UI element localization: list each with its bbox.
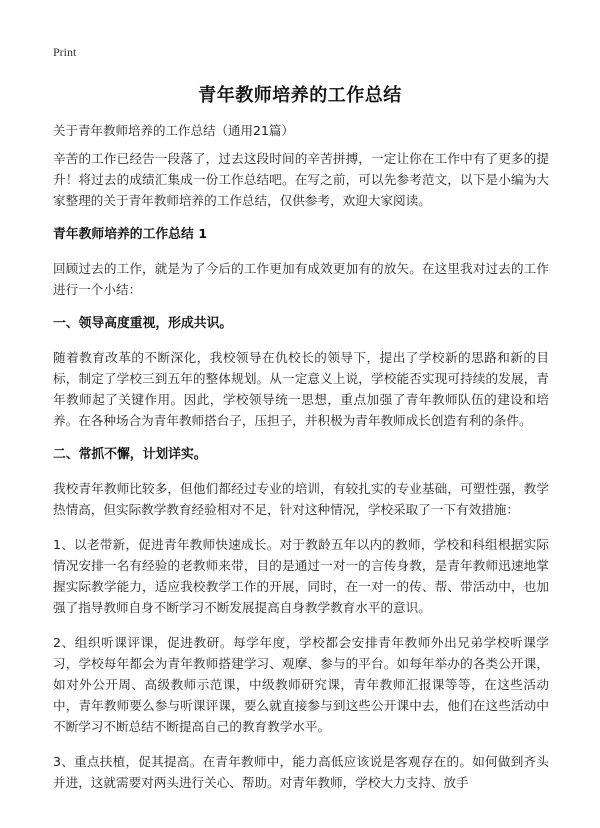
section-intro-paragraph: 回顾过去的工作，就是为了今后的工作更加有成效更加有的放矢。在这里我对过去的工作进行一个小结： <box>53 261 549 297</box>
item1-paragraph: 1、以老带新，促进青年教师快速成长。对于教龄五年以内的教师，学校和科组根据实际情况安排一名有经验的老教师来带，目的是通过一对一的言传身教，是青年教师迅速地掌握实际教学能力，适应我校教学工作的开展，同时，在一对一的传、帮、带活动中，也加强了指导教师自身不断学习不断发展提高自身教学教育水平的意识。 <box>53 537 549 615</box>
part1-paragraph: 随着教育改革的不断深化，我校领导在仇校长的领导下，提出了学校新的思路和新的目标，制定了学校三到五年的整体规划。从一定意义上说，学校能否实现可持续的发展，青年教师起了关键作用。因此，学校领导统一思想，重点加强了青年教师队伍的建设和培养。在各种场合为青年教师搭台子，压担子，并积极为青年教师成长创造有利的条件。 <box>53 350 549 428</box>
section-heading: 青年教师培养的工作总结 1 <box>53 227 208 242</box>
document-title: 青年教师培养的工作总结 <box>198 85 402 106</box>
part1-heading: 一、领导高度重视，形成共识。 <box>53 316 233 331</box>
print-link[interactable]: Print <box>53 45 77 59</box>
part2-heading: 二、常抓不懈，计划详实。 <box>53 447 207 462</box>
document-body <box>53 148 549 807</box>
document-subtitle: 关于青年教师培养的工作总结（通用21篇） <box>53 123 294 138</box>
item3-paragraph: 3、重点扶植，促其提高。在青年教师中，能力高低应该说是客观存在的。如何做到齐头并进，这就需要对两头进行关心、帮助。对青年教师，学校大力支持、放手 <box>53 754 549 790</box>
intro-paragraph: 辛苦的工作已经告一段落了，过去这段时间的辛苦拼搏，一定让你在工作中有了更多的提升！将过去的成绩汇集成一份工作总结吧。在写之前，可以先参考范文，以下是小编为大家整理的关于青年教师培养的工作总结，仅供参考，欢迎大家阅读。 <box>53 151 549 208</box>
item2-paragraph: 2、组织听课评课，促进教研。每学年度，学校都会安排青年教师外出兄弟学校听课学习，学校每年都会为青年教师搭建学习、观摩、参与的平台。如每年举办的各类公开课，如对外公开周、高级教师示范课，中级教师研究课，青年教师汇报课等等，在这些活动中，青年教师要么参与听课评课，要么就直接参与到这些公开课中去，他们在这些活动中不断学习不断总结不断提高自己的教育教学水平。 <box>53 635 549 734</box>
part2-paragraph: 我校青年教师比较多，但他们都经过专业的培训，有较扎实的专业基础，可塑性强，教学热情高，但实际教学教育经验相对不足，针对这种情况，学校采取了一下有效措施： <box>53 481 549 517</box>
